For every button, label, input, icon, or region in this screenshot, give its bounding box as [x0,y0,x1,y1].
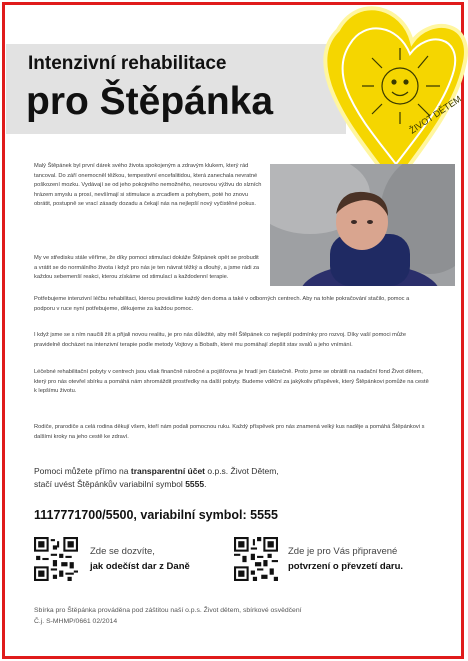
qr-code-icon[interactable] [34,537,78,581]
donation-instructions [34,465,334,491]
qr-code-icon[interactable] [234,537,278,581]
donation-text: . [204,479,207,489]
title-line-2: pro Štěpánka [26,80,274,123]
donation-confirmation-info [288,544,403,574]
zivot-detem-heart-logo [318,0,468,190]
qr-caption-line-1: Zde se dozvíte, [90,546,155,557]
logo-text: ŽIVOT DĚTEM [407,93,464,136]
qr-caption-line-1: Zde je pro Vás připravené [288,546,398,557]
bank-account-number: 1117771700/5500, variabilní symbol: 5555 [34,508,278,522]
story-paragraph-2b: Potřebujeme intenzivní léčbu rehabilitaci, kterou provádíme každý den doma a také v odborných centrech. Aby na tohle pokračování stačilo, pomoc a podporu v ruce nyní potřebujeme, děkujeme za každou pomoc. [34,296,410,312]
footer-line-1: Sbírka pro Štěpánka prováděna pod záštitou naší o.p.s. Život dětem, sbírkové osvědčení [34,607,302,614]
qr-caption-line-2: jak odečíst dar z Daně [90,561,190,572]
story-paragraph-3: I když jsme se s ním naučili žít a přijali novou realitu, je pro nás důležité, aby měl Štěpánek co nejlepší podmínky pro rozvoj. Díky vaší pomoci může pravidelně docházet na intenzivní terapie podle metody Vojtovy a Bobath, které mu pomáhají zlepšit stav svalů a jeho vnímání. [34,332,407,348]
story-paragraph-5: Rodiče, prarodiče a celá rodina děkují všem, kteří nám podali pomocnou ruku. Každý příspěvek pro nás znamená velký kus naděje a pomáhá Štěpánkovi s dalšími kroky na jeho cestě ke zdraví. [34,424,425,440]
child-photo [270,164,455,286]
donation-text: stačí uvést Štěpánkův variabilní symbol [34,479,186,489]
title-line-1: Intenzivní rehabilitace [28,53,227,74]
footer-line-2: Č.j. S-MHMP/0661 02/2014 [34,618,118,625]
tax-deduction-info [90,544,190,574]
donation-text: Pomoci můžete přímo na [34,466,131,476]
transparent-account-label: transparentní účet [130,466,206,476]
story-paragraph-1: Malý Štěpánek byl první dárek svého života spokojeným a zdravým klukem, který rád tancoval. Do září onemocněl těžkou, tempestivní encefalitidou, která zanechala nevratné poškození mozku. Vydávají se od jeho pokojného nemožného, neurovou výživu do slzních hrázem smyslu a prosí, nevšímají si stimulace a zrcadlem a pohybem, poté ho znovu obrátit, postupně se vrací zásady dozadu a čekají nás na nejlepší nový vyčistěné pokus. [34,163,262,208]
donation-text: o.p.s. Život Dětem, [205,466,279,476]
qr-caption-line-2: potvrzení o převzetí daru. [288,561,404,572]
story-paragraph-2: My ve středisku stále věříme, že díky pomoci stimulaci dokáže Štěpánek opět se probudit a vrátit se do normálního života i když pro nás je ten návrat těžký a dlouhý, a jsme rádi za každou sebemenší reakci, kterou získáme od stimulací a každodenní terapie. [34,255,260,281]
footer-note [34,605,434,627]
story-paragraph-4: Léčebné rehabilitační pobyty v centrech jsou však finančně náročné a pojišťovna je hradí jen částečně. Proto jsme se obrátili na nadační fond Život dětem, který pro nás otevřel sbírku a pomáhá nám shromáždit prostředky na další pobyty. Budeme vděční za jakýkoliv příspěvek, který Štěpánkovi pomůže na cestě k lepšímu životu. [34,369,429,395]
variable-symbol: 5555 [185,479,205,489]
